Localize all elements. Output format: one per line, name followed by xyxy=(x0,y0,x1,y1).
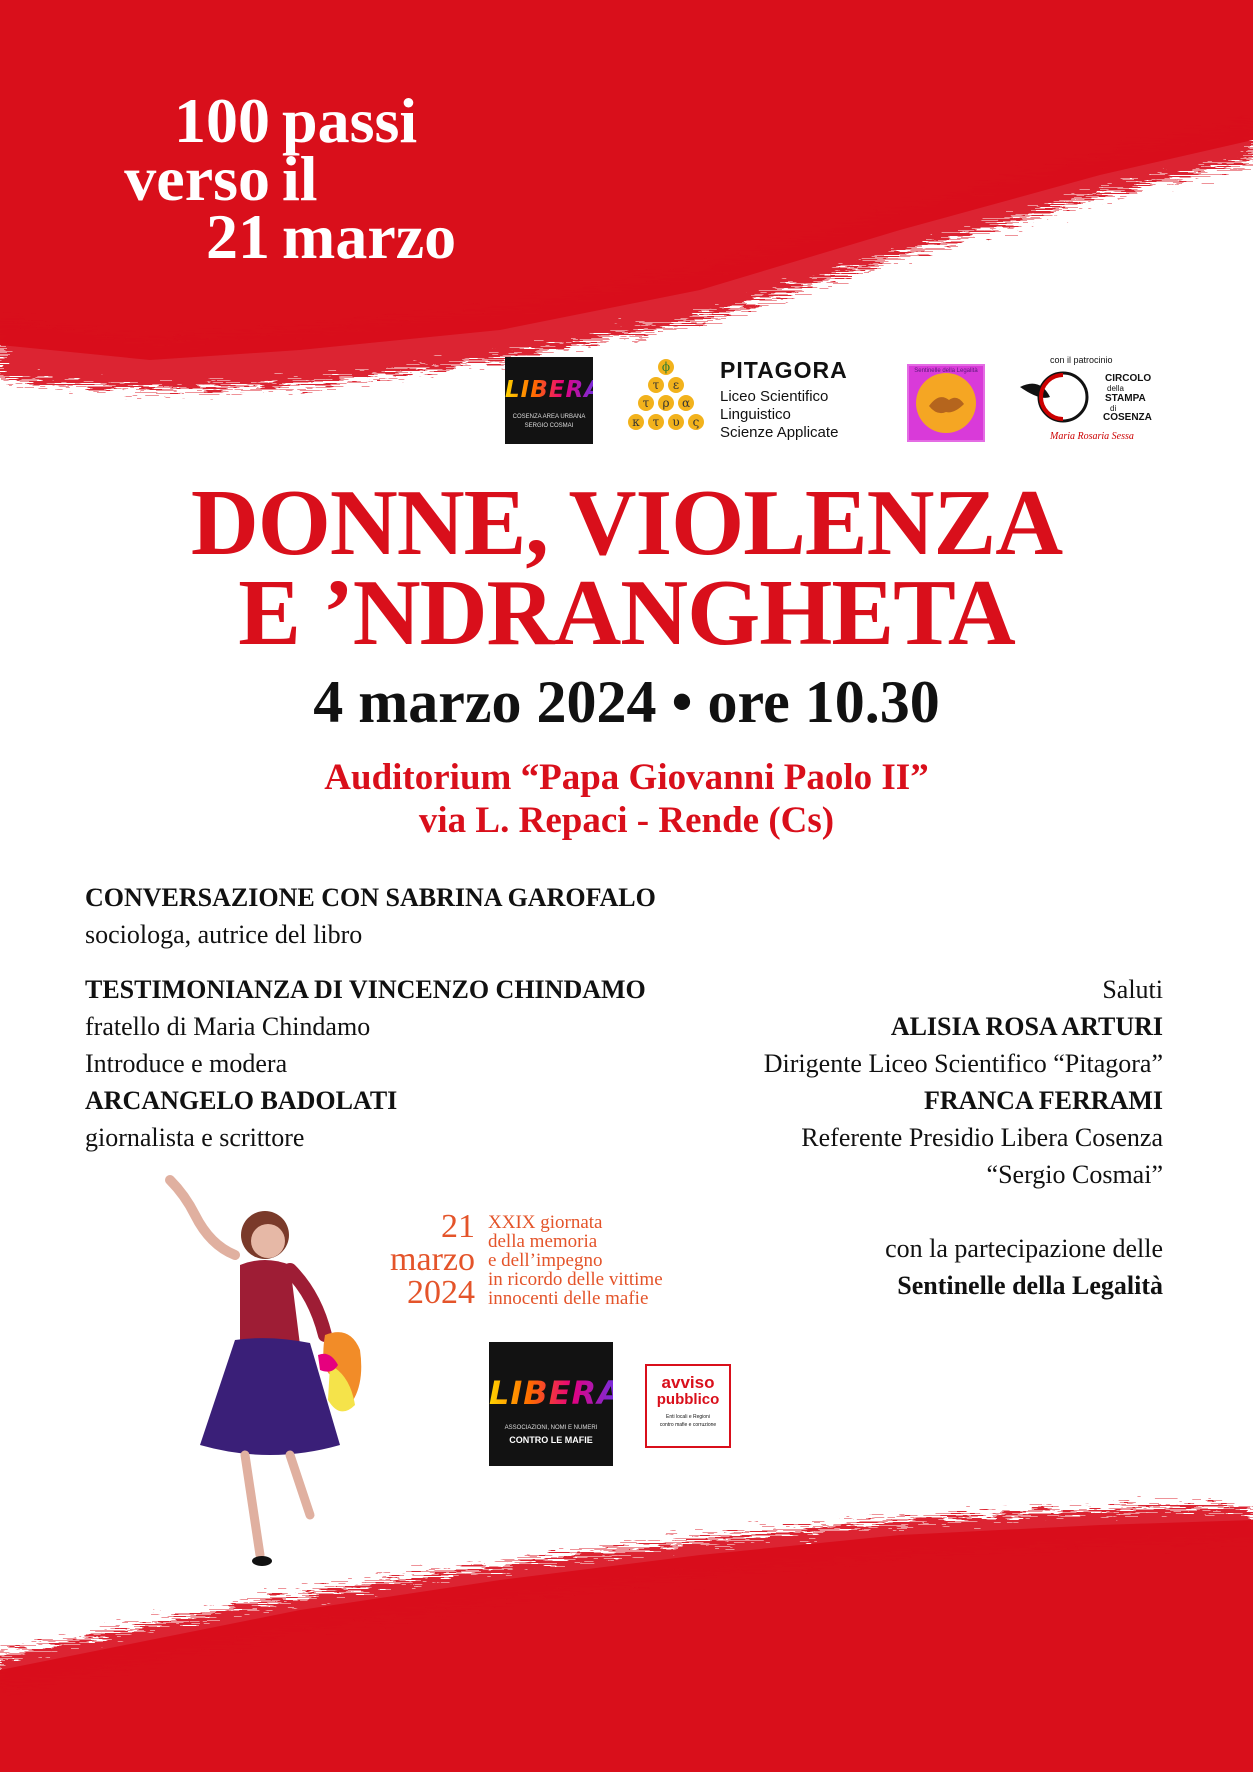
circolo-l3: STAMPA xyxy=(1105,393,1146,404)
conversation-title: CONVERSAZIONE CON SABRINA GAROFALO xyxy=(85,883,656,912)
left-program xyxy=(85,879,656,1156)
saluti-label: Saluti xyxy=(1102,975,1163,1004)
pitagora-line1: Liceo Scientifico xyxy=(720,388,829,405)
svg-text:ε: ε xyxy=(672,378,680,392)
quill-icon xyxy=(1015,367,1095,427)
svg-text:κ: κ xyxy=(632,415,640,429)
testimony-title: TESTIMONIANZA DI VINCENZO CHINDAMO xyxy=(85,975,646,1004)
moderator-name: ARCANGELO BADOLATI xyxy=(85,1086,398,1115)
memorial-year: 2024 xyxy=(407,1274,475,1311)
libera-national-sub1: ASSOCIAZIONI, NOMI E NUMERI xyxy=(504,1425,598,1431)
memorial-l2: della memoria xyxy=(488,1231,598,1252)
pitagora-tetraktys-icon xyxy=(620,358,712,442)
libera-national-sub2: CONTRO LE MAFIE xyxy=(509,1435,593,1445)
avviso-l1: avviso xyxy=(661,1373,715,1392)
libera-sub2: SERGIO COSMAI xyxy=(524,423,574,429)
venue-line1: Auditorium “Papa Giovanni Paolo II” xyxy=(324,757,929,798)
circolo-l1: CIRCOLO xyxy=(1105,373,1152,384)
header-left-2: verso xyxy=(124,143,270,214)
circolo-l4: di xyxy=(1110,404,1117,413)
tetraktys-letter: ϕ xyxy=(661,360,671,374)
svg-text:ρ: ρ xyxy=(662,396,670,410)
circolo-stampa-logo xyxy=(1015,355,1150,447)
memorial-l4: in ricordo delle vittime xyxy=(488,1269,663,1290)
svg-text:ς: ς xyxy=(692,415,700,429)
memorial-text xyxy=(488,1213,663,1308)
speaker2-name: FRANCA FERRAMI xyxy=(923,1086,1163,1115)
svg-text:τ: τ xyxy=(652,415,660,429)
patrocinio-text: con il patrocinio xyxy=(1050,355,1113,365)
speaker1-role: Dirigente Liceo Scientifico “Pitagora” xyxy=(763,1049,1163,1078)
participation-name: Sentinelle della Legalità xyxy=(897,1271,1163,1300)
memorial-date xyxy=(330,1210,475,1309)
avviso-sub2: contro mafie e corruzione xyxy=(659,1422,717,1428)
participation-intro: con la partecipazione delle xyxy=(885,1234,1163,1263)
header-left-1: 100 xyxy=(174,85,270,156)
sentinelle-legalita-logo xyxy=(907,364,985,442)
avviso-l2: pubblico xyxy=(656,1391,720,1408)
avviso-pubblico-logo xyxy=(645,1364,731,1448)
libera-national-wordmark: LIBERA xyxy=(489,1374,623,1412)
right-program xyxy=(764,971,1163,1304)
libera-wordmark: LIBERA xyxy=(505,377,603,403)
speaker2-role1: Referente Presidio Libera Cosenza xyxy=(801,1123,1163,1152)
circolo-signature: Maria Rosaria Sessa xyxy=(1050,431,1134,442)
svg-text:υ: υ xyxy=(672,415,680,429)
testimony-sub: fratello di Maria Chindamo xyxy=(85,1012,371,1041)
svg-text:τ: τ xyxy=(652,378,660,392)
libera-national-logo xyxy=(489,1342,623,1466)
svg-text:τ: τ xyxy=(642,396,650,410)
avviso-sub1: Enti locali e Regioni xyxy=(666,1414,710,1420)
pitagora-line2: Linguistico xyxy=(720,406,791,423)
venue-line2: via L. Repaci - Rende (Cs) xyxy=(418,800,835,841)
header-right-1: passi xyxy=(282,85,418,156)
circolo-l2: della xyxy=(1107,384,1124,393)
header-right-3: marzo xyxy=(282,201,457,272)
header-left-3: 21 xyxy=(206,201,270,272)
conversation-sub: sociologa, autrice del libro xyxy=(85,920,363,949)
intro-text: Introduce e modera xyxy=(85,1049,288,1078)
svg-text:α: α xyxy=(681,396,691,410)
header-right-2: il xyxy=(282,143,318,214)
pitagora-line3: Scienze Applicate xyxy=(720,424,839,441)
libera-sub1: COSENZA AREA URBANA xyxy=(512,414,586,420)
speaker1-name: ALISIA ROSA ARTURI xyxy=(890,1012,1163,1041)
event-title-line2: E ’NDRANGHETA xyxy=(238,561,1015,665)
event-datetime: 4 marzo 2024 • ore 10.30 xyxy=(313,669,940,735)
speaker2-role2: “Sergio Cosmai” xyxy=(986,1160,1163,1189)
hands-icon xyxy=(909,366,983,440)
pitagora-name: PITAGORA xyxy=(720,357,848,383)
event-title-line1: DONNE, VIOLENZA xyxy=(190,471,1063,575)
memorial-day: 21 xyxy=(441,1208,475,1245)
libera-area-urbana-logo xyxy=(505,357,603,444)
circolo-l5: COSENZA xyxy=(1103,412,1152,423)
sentinelle-text: Sentinelle della Legalità xyxy=(914,368,978,374)
moderator-role: giornalista e scrittore xyxy=(85,1123,305,1152)
memorial-l3: e dell’impegno xyxy=(488,1250,603,1271)
memorial-l5: innocenti delle mafie xyxy=(488,1288,649,1309)
memorial-month: marzo xyxy=(390,1241,475,1278)
memorial-l1: XXIX giornata xyxy=(488,1212,603,1233)
